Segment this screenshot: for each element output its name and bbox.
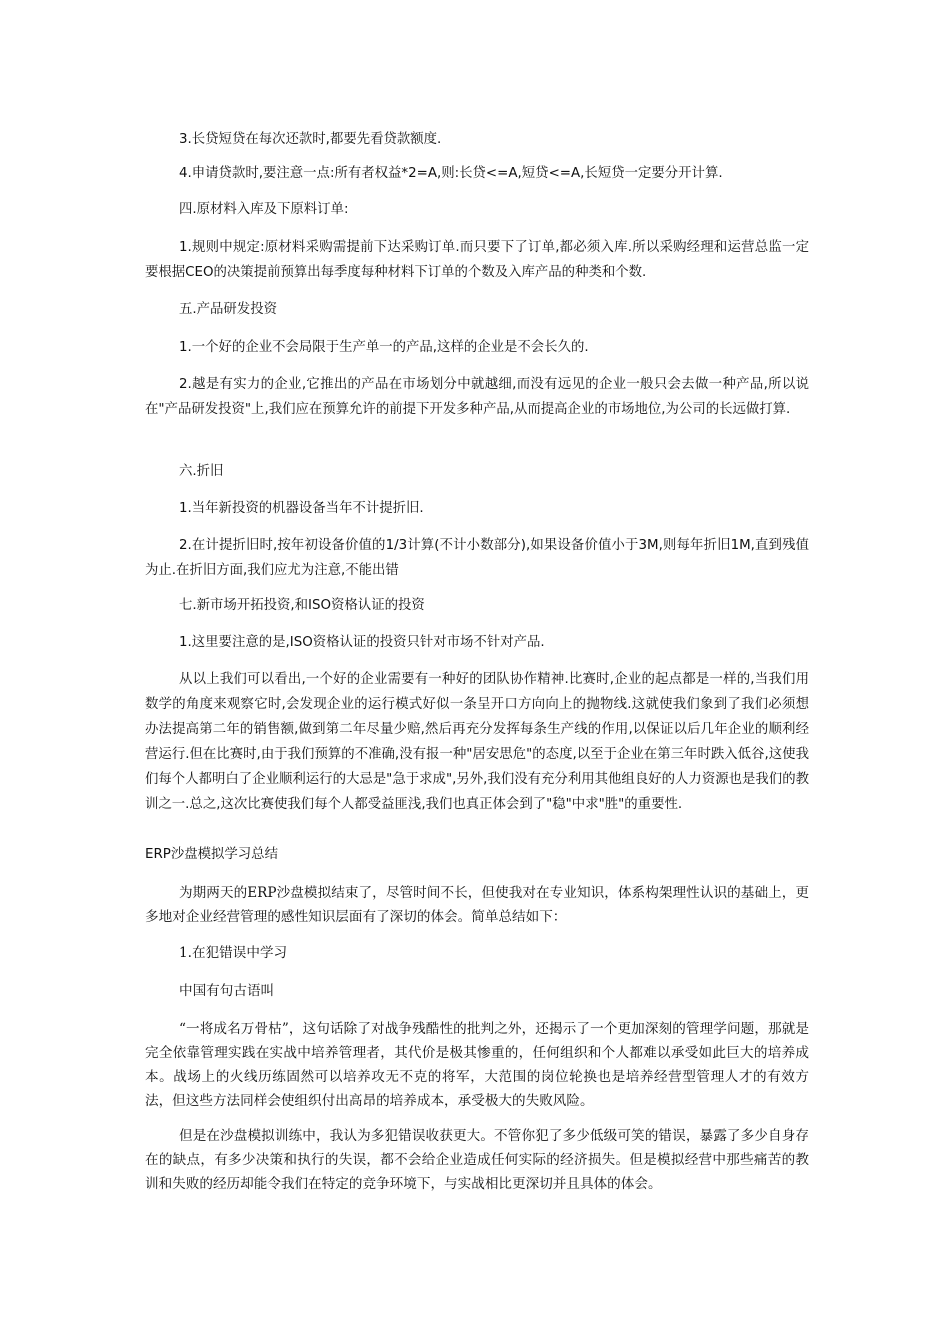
paragraph-learn-from-mistakes: 1.在犯错误中学习: [179, 945, 288, 961]
paragraph-multi-product: 2.越是有实力的企业,它推出的产品在市场划分中就越细,而没有远见的企业一般只会去做一种产品,所以说在"产品研发投资"上,我们应在预算允许的前提下开发多种产品,从而提高企业的市场地位,为公司的长远做打算.: [145, 377, 809, 417]
paragraph-depreciation-rule: 2.在计提折旧时,按年初设备价值的1/3计算(不计小数部分),如果设备价值小于3M,则每年折旧1M,直到残值为止.在折旧方面,我们应尤为注意,不能出错: [145, 538, 809, 578]
paragraph-intro: 为期两天的ERP沙盘模拟结束了，尽管时间不长，但使我对在专业知识，体系构架理性认识的基础上，更多地对企业经营管理的感性知识层面有了深切的体会。简单总结如下：: [145, 885, 809, 925]
paragraph-iso: 1.这里要注意的是,ISO资格认证的投资只针对市场不针对产品.: [179, 635, 545, 650]
section-heading-rd: 五.产品研发投资: [179, 302, 277, 317]
paragraph-conclusion: 从以上我们可以看出,一个好的企业需要有一种好的团队协作精神.比赛时,企业的起点都是一样的,当我们用数学的角度来观察它时,会发现企业的运行模式好似一条呈开口方向向上的抛物线.这就使我们象到了我们必须想办法提高第二年的销售额,做到第二年尽量少赔,然后再充分发挥每条生产线的作用,以保证以后几年企业的顺利经营运行.但在比赛时,由于我们预算的不准确,没有报一种"居安思危"的态度,以至于企业在第三年时跌入低谷,这使我们每个人都明白了企业顺利运行的大忌是"急于求成",另外,我们没有充分利用其他组良好的人力资源也是我们的教训之一.总之,这次比赛使我们每个人都受益匪浅,我们也真正体会到了"稳"中求"胜"的重要性.: [145, 672, 809, 812]
paragraph-loan-limit: 3.长贷短贷在每次还款时,都要先看贷款额度.: [179, 132, 442, 147]
paragraph-single-product: 1.一个好的企业不会局限于生产单一的产品,这样的企业是不会长久的.: [179, 340, 589, 355]
paragraph-simulation-mistakes: 但是在沙盘模拟训练中，我认为多犯错误收获更大。不管你犯了多少低级可笑的错误，暴露了多少自身存在的缺点，有多少决策和执行的失误，都不会给企业造成任何实际的经济损失。但是模拟经营中那些痛苦的教训和失败的经历却能令我们在特定的竞争环境下，与实战相比更深切并且具体的体会。: [145, 1128, 809, 1192]
section-heading-materials: 四.原材料入库及下原料订单:: [179, 202, 349, 217]
paragraph-purchase-orders: 1.规则中规定:原材料采购需提前下达采购订单.而只要下了订单,都必须入库.所以采购经理和运营总监一定要根据CEO的决策提前预算出每季度每种材料下订单的个数及入库产品的种类和个数.: [145, 240, 809, 280]
section-heading-market-iso: 七.新市场开拓投资,和ISO资格认证的投资: [179, 598, 425, 613]
paragraph-new-equipment: 1.当年新投资的机器设备当年不计提折旧.: [179, 501, 424, 516]
paragraph-loan-application: 4.申请贷款时,要注意一点:所有者权益*2=A,则:长贷<=A,短贷<=A,长短贷一定要分开计算.: [179, 166, 723, 181]
paragraph-proverb-intro: 中国有句古语叫: [179, 983, 275, 999]
section-heading-depreciation: 六.折旧: [179, 464, 224, 479]
document-title: ERP沙盘模拟学习总结: [145, 847, 278, 862]
paragraph-proverb: “一将成名万骨枯”，这句话除了对战争残酷性的批判之外，还揭示了一个更加深刻的管理学问题，那就是完全依靠管理实践在实战中培养管理者，其代价是极其惨重的，任何组织和个人都难以承受如此巨大的培养成本。战场上的火线历练固然可以培养攻无不克的将军，大范围的岗位轮换也是培养经营型管理人才的有效方法，但这些方法同样会使组织付出高昂的培养成本，承受极大的失败风险。: [145, 1021, 809, 1109]
